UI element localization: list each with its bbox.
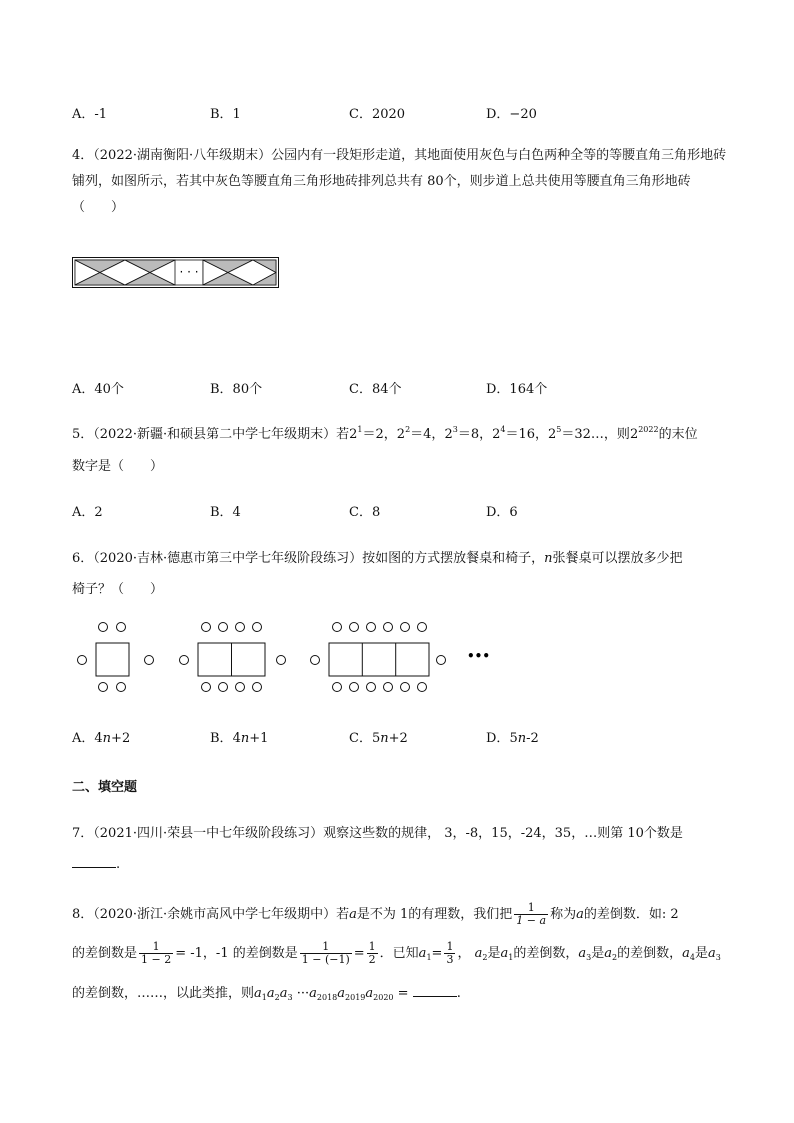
q5-base: 2 <box>444 427 453 442</box>
q7-end: . <box>116 857 121 872</box>
q4-option-a: A．40个 <box>72 382 124 397</box>
q5-prefix: 5．（2022·新疆·和硕县第二中学七年级期末）若 <box>72 427 350 442</box>
q6-d-var: n <box>517 731 527 746</box>
q6-c-pre: 5 <box>371 731 381 746</box>
q6-b-label: B． <box>210 731 233 746</box>
q8-eq: = <box>431 946 443 961</box>
q5-base: 2 <box>396 427 406 442</box>
q4-tile-figure <box>72 257 280 289</box>
q8-fraction <box>514 902 548 927</box>
q8-is: 是 <box>487 946 501 961</box>
q8-frac-den: 3 <box>446 953 454 966</box>
q4-option-c: C．84个 <box>349 382 402 397</box>
q5-exp: 5 <box>556 425 562 434</box>
q8-fraction <box>300 941 352 966</box>
q8-sub-2019: 2019 <box>345 993 366 1002</box>
q6-a-var: n <box>102 731 112 746</box>
q8-frac-den: 2 <box>368 953 376 966</box>
q8-sub: 1 <box>426 953 432 962</box>
q6-figure-dots: ••• <box>467 649 491 663</box>
q6-a-post: +2 <box>111 731 131 746</box>
q8-frac-num: 1 <box>322 940 330 953</box>
q3-option-d: D．−20 <box>486 107 537 122</box>
q5-result: ＝8， <box>457 427 493 442</box>
q8-mid: 是不为 1的有理数，我们把 <box>356 907 513 922</box>
q8-fraction <box>367 941 378 966</box>
q8-sub-2018: 2018 <box>316 993 338 1002</box>
q6-prefix: 6．（2020·吉林·德惠市第三中学七年级阶段练习）按如图的方式摆放餐桌和椅子， <box>72 551 545 566</box>
q8-l2-prefix: 的差倒数是 <box>72 946 138 961</box>
q8-prefix: 8．（2020·浙江·余姚市高风中学七年级期中）若 <box>72 907 350 922</box>
q6-table-figure <box>72 618 492 698</box>
section-heading: 二、填空题 <box>72 780 138 795</box>
q8-var-a: a <box>349 907 357 922</box>
q3-option-a: A．-1 <box>72 107 108 122</box>
q6-c-label: C． <box>349 731 372 746</box>
q8-frac-den: 1 − 2 <box>141 953 172 966</box>
q5-base: 2 <box>492 427 501 442</box>
q5-result: ＝32…，则 <box>561 427 630 442</box>
q6-c-var: n <box>380 731 389 746</box>
q5-result: ＝16， <box>505 427 549 442</box>
q5-line2: 数字是（ ） <box>72 459 164 474</box>
q6-d-post: -2 <box>526 731 539 746</box>
q8-l2-a: = -1，-1 的差倒数是 <box>175 946 298 961</box>
q8-var-a: a <box>418 946 427 961</box>
q8-answer-blank[interactable] <box>413 982 457 997</box>
q3-option-b: B．1 <box>210 107 241 122</box>
q8-mid2: 称为 <box>550 907 577 922</box>
q8-frac-den: 1 − (−1) <box>301 953 350 966</box>
q8-eq: = <box>353 946 365 961</box>
q8-frac-num: 1 <box>368 940 376 953</box>
q8-suffix: 的差倒数．如: 2 <box>583 907 679 922</box>
q5-exp: 1 <box>357 425 363 434</box>
q5-base: 2 <box>548 427 557 442</box>
q6-line2: 椅子？（ ） <box>72 582 164 597</box>
q8-cha: 的差倒数， <box>513 946 579 961</box>
q5-base: 2 <box>629 427 639 442</box>
q8-l3-a: 的差倒数，……，以此类推，则 <box>72 986 255 1001</box>
q8-comma: ， <box>457 946 471 961</box>
q4-option-b: B．80个 <box>210 382 263 397</box>
q8-end: . <box>456 986 461 1001</box>
q6-a-label: A． <box>72 731 95 746</box>
q6-b-var: n <box>240 731 250 746</box>
q8-line1 <box>72 902 679 928</box>
q6-b-post: +1 <box>249 731 269 746</box>
q6-line1 <box>72 547 683 566</box>
q5-option-b: B．4 <box>210 505 241 520</box>
q7-blank-line <box>72 853 120 872</box>
q5-option-a: A．2 <box>72 505 103 520</box>
q7-text: 7．（2021·四川·荣县一中七年级阶段练习）观察这些数的规律， 3，-8，15，-24，35，…则第 10个数是 <box>72 826 683 841</box>
q6-var: n <box>544 551 553 566</box>
q5-line1 <box>72 423 698 442</box>
q8-frac-num: 1 <box>446 940 454 953</box>
q4-text: 4．（2022·湖南衡阳·八年级期末）公园内有一段矩形走道，其地面使用灰色与白色两种全等的等腰直角三角形地砖铺列，如图所示，若其中灰色等腰直角三角形地砖排列总共有 80个，则步道上总共使用等腰直角三角形地砖（ ） <box>72 148 727 215</box>
q5-option-c: C．8 <box>349 505 381 520</box>
q8-sub-2020: 2020 <box>373 993 394 1002</box>
q6-option-b <box>210 727 268 746</box>
q6-d-pre: 5 <box>509 731 518 746</box>
q8-line3: 的差倒数，……，以此类推，则$a_1a_2a_3 \cdot\cdot\cdot a_{2018}a_{2019}a_{2020}$ = . <box>72 981 461 1011</box>
q6-b-pre: 4 <box>232 731 241 746</box>
q6-d-label: D． <box>486 731 510 746</box>
q5-exp: 4 <box>500 425 506 434</box>
q6-option-c <box>349 727 408 746</box>
q8-line2: 的差倒数是 $\frac{1}{1 - 2}$ = -1，-1 的差倒数是 $\frac{1}{1 - (-1)}$ = $\frac{1}{2}$ ．已知$a_1=$ $\frac{1}{3}$ ， $a_2$是$a_1$的差倒数，$a_3$是$a_2$的差倒数，$a_4$是$a_3$ <box>72 940 721 966</box>
q5-exp: 2 <box>405 425 411 434</box>
q6-option-a <box>72 727 130 746</box>
q6-c-post: +2 <box>388 731 408 746</box>
q5-result: ＝2， <box>362 427 397 442</box>
q5-exp: 2022 <box>638 425 659 434</box>
q6-option-d <box>486 727 539 746</box>
q8-fraction <box>139 941 173 966</box>
q8-fraction <box>444 941 455 966</box>
q8-var-a: a <box>576 907 584 922</box>
q6-suffix: 张餐桌可以摆放多少把 <box>552 551 683 566</box>
q8-frac-den: 1 − a <box>516 914 547 927</box>
q8-eq: = <box>397 986 409 1001</box>
q8-frac-num: 1 <box>152 940 160 953</box>
q5-option-d: D．6 <box>486 505 518 520</box>
q8-frac-num: 1 <box>527 901 535 914</box>
q4-figure-ellipsis: · · · <box>179 265 199 279</box>
q8-l2-c: ．已知 <box>379 946 419 961</box>
q4-option-d: D．164个 <box>486 382 548 397</box>
q5-result: ＝4， <box>410 427 445 442</box>
q5-base: 2 <box>349 427 358 442</box>
q7-answer-blank[interactable] <box>72 853 116 868</box>
q3-option-c: C．2020 <box>349 107 406 122</box>
q5-suffix: 的末位 <box>658 427 698 442</box>
q5-exp: 3 <box>452 425 458 434</box>
q6-a-pre: 4 <box>94 731 103 746</box>
